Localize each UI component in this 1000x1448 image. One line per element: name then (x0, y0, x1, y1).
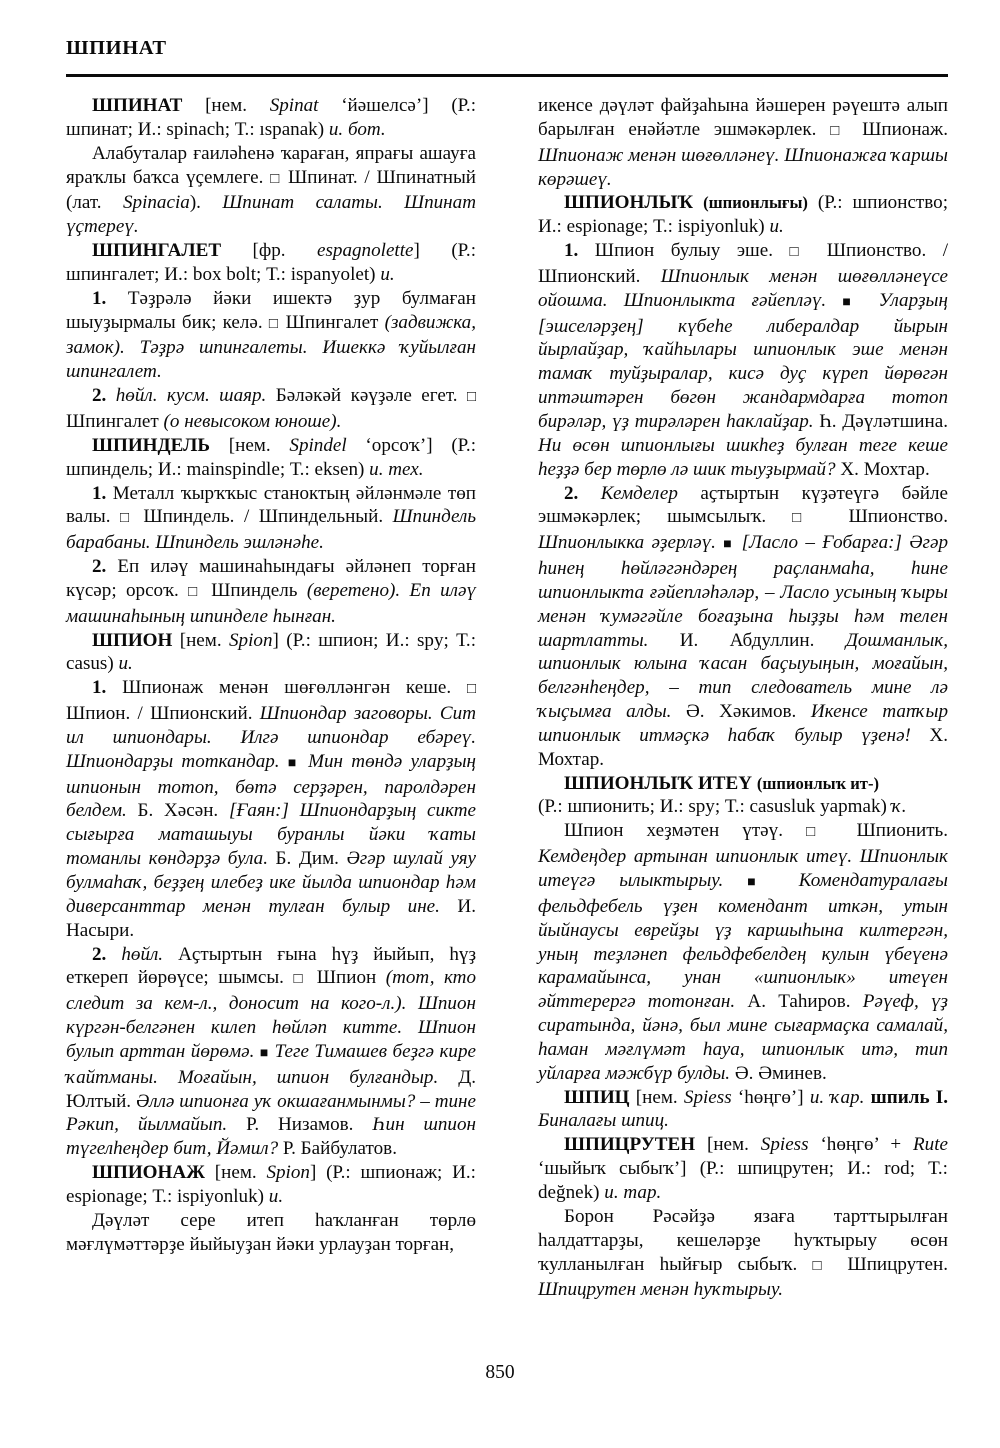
entry-definition: Борон Рәсәйҙә язаға тарттырылған һалдаттарҙы, кешеләрҙе һуҡтырыу өсөн ҡулланылған һыйғыр сыбыҡ. □ Шпицрутен. Шпицрутен менән һуҡтырыу. (538, 1205, 948, 1302)
grammar-label: и. тар. (604, 1181, 662, 1203)
dictionary-entry-shpits (538, 1086, 948, 1134)
filled-square-icon (842, 290, 862, 311)
etymology: [нем. Spion] (179, 629, 279, 651)
translations: (Р.: шпионаж; И.: espionage; Т.: ispiyonluk) (66, 1162, 476, 1207)
entry-head-line (538, 1086, 948, 1134)
sense-2: 2. һөйл. кусм. шаяр. Бәләкәй кәүҙәле егет. □ Шпингалет (о невысоком юноше). (66, 384, 476, 434)
headword: ШПИОНЛЫҠ ИТЕҮ (564, 772, 753, 794)
open-square-icon (806, 820, 833, 841)
dictionary-entry-shpionlyk-iteu (538, 772, 948, 1086)
translations: (Р.: шпиндель; И.: mainspindle; Т.: eksen) (66, 434, 476, 480)
headword-inflected-form: (шпионлыҡ ит-) (756, 773, 879, 793)
open-square-icon (270, 167, 281, 188)
etymology: [нем. Spindel ‘орсоҡ’] (228, 434, 433, 456)
sense-1: 1. Шпионаж менән шөғөлләнгән кеше. □ Шпион. / Шпионский. Шпиондар заговоры. Сит ил шпиондары. Илгә шпиондар ебәреү. Шпиондарҙы тоткандар. ■ Мин төндә уларҙың шпионын тотоп, бөтә серҙәрен, паролдәрен белдем. Б. Хәсән. [Ғаян:] Шпиондарҙың сикте сығырға маташыуы буранлы йәки ҡаты томанлы көндәрҙә була. Б. Дим. Әгәр шулай уяу булмаһаҡ, беҙҙең илебеҙ ике йылда шпиондар һәм диверсанттар менән тулған булыр ине. И. Насыри. (66, 676, 476, 942)
entry-head-line (66, 239, 476, 287)
headword-inflected-form: (шпионлығы) (703, 193, 808, 213)
cross-reference-roman: I. (935, 1086, 948, 1108)
headword: ШПИНДЕЛЬ (92, 434, 210, 456)
left-column (66, 94, 476, 1257)
sense-1: 1. Металл ҡырҡҡыс станоктың әйләнмәле төп валы. □ Шпиндель. / Шпиндельный. Шпиндель барабаны. Шпиндель эшләнәһе. (66, 482, 476, 556)
open-square-icon (467, 677, 476, 698)
headword: ШПИОНЛЫҠ (564, 192, 694, 214)
dictionary-entry-shpingalet (66, 239, 476, 434)
open-square-icon (269, 312, 280, 333)
grammar-label: и. бот. (328, 118, 386, 140)
entry-head-line (66, 94, 476, 142)
entry-head-line (538, 191, 948, 239)
open-square-icon (789, 240, 810, 261)
grammar-label: и. (769, 216, 784, 238)
etymology: [нем. Spinat ‘йәшелсә’] (205, 95, 429, 116)
open-square-icon (293, 967, 307, 988)
sense-number: 1. (92, 287, 107, 309)
open-square-icon (188, 580, 202, 601)
grammar-label: и. (118, 653, 133, 675)
entry-definition-part1: Дәүләт сере итеп һаҡланған төрлө мәғлүмәттәрҙе йыйыуҙан йәки урлауҙан торған, (66, 1209, 476, 1255)
etymology: [нем. Spion] (214, 1162, 317, 1184)
entry-head-line (538, 772, 948, 796)
sense-number: 2. (92, 385, 107, 407)
example: Биналағы шпиц. (538, 1110, 669, 1132)
page-number: 850 (485, 1362, 515, 1383)
running-head: ШПИНАТ (66, 37, 167, 59)
header-divider-rule (66, 74, 948, 77)
grammar-label: и. (268, 1185, 284, 1207)
dictionary-entry-shpionazh-continuation (538, 94, 948, 191)
entry-definition-continuation: икенсе дәүләт файҙаһына йәшерен рәүештә алып барылған енәйәтле эшмәкәрлек. □ Шпионаж. Шпионаж менән шөғөлләнеү. Шпионажға ҡаршы көрәшеү. (538, 94, 948, 191)
grammar-label: ҡ. (891, 796, 907, 818)
etymology: [нем. Spiess ‘һөңгө’] (635, 1086, 804, 1108)
dictionary-entry-shpion (66, 629, 476, 1162)
sense-number: 2. (564, 482, 579, 504)
translations: (Р.: шпинат; И.: spinach; Т.: ıspanak) (66, 95, 476, 140)
filled-square-icon (723, 532, 734, 553)
dictionary-entry-shpinat (66, 94, 476, 239)
translations: (Р.: шпингалет; И.: box bolt; Т.: ispanyolet) (66, 240, 476, 285)
sense-2: 2. һөйл. Аҫтыртын ғына һүҙ йыйып, һүҙ еткереп йөрөүсе; шымсы. □ Шпион (тот, кто следит за кем-л., доносит на кого-л.). Шпион күргән-белгәнен килеп һөйләп китте. Шпион булып арттан йөрөмә. ■ Теге Тимашев беҙгә кире ҡайтманы. Моғайын, шпион булғандыр. Д. Юлтый. Әллә шпионға уҡ окшағанмынмы? – тине Рәкип, йылмайып. Р. Низамов. Һин шпион түгелһеңдер бит, Йәмил? Р. Байбулатов. (66, 943, 476, 1162)
entry-head-line (66, 629, 476, 677)
entry-head-line (66, 434, 476, 482)
dictionary-entry-shpindel (66, 434, 476, 629)
headword: ШПИЦ (564, 1086, 630, 1108)
filled-square-icon (260, 1041, 269, 1062)
grammar-label: и. (380, 263, 395, 285)
translations: (Р.: шпионить; И.: spy; Т.: casusluk yapmak) (538, 796, 887, 818)
entry-definition: Шпион хеҙмәтен үтәү. □ Шпионить. Кемдеңдер артынан шпионлык итеү. Шпионлык итеүгә ылыктырыу. ■ Комендатуралағы фельдфебель үҙен комендант иткән, утын йыйнаусы еврейҙы үҙ каршыһына килтергән, уның теҙләнеп фельдфебелдең кулын үбеүенә карамайынса, унан «шпионлык» итеүен әйттерергә тотонған. А. Таһиров. Рәүеф, үҙ сиратында, йәнә, был мине сығармаҫка самалай, һаман мәғлүмәт һауа, шпионлык итә, тип уйларға мәжбүр булды. Ә. Әминев. (538, 819, 948, 1085)
cross-reference: шпиль (870, 1086, 930, 1108)
sense-2: 2. Еп иләү машинаһындағы әйләнеп торған күсәр; орсоҡ. □ Шпиндель (веретено). Еп иләү машинаһының шпинделе һынған. (66, 555, 476, 629)
dictionary-entry-shpionlyk (538, 191, 948, 771)
sense-number: 2. (92, 556, 107, 578)
translations: (Р.: шпицрутен; И.: rod; Т.: değnek) (538, 1158, 948, 1203)
right-column (538, 94, 948, 1302)
open-square-icon (467, 385, 476, 406)
open-square-icon (792, 506, 822, 527)
headword: ШПИНАТ (92, 95, 183, 116)
filled-square-icon (747, 870, 775, 891)
sense-2: 2. Кемделер аҫтыртын күҙәтеүгә бәйле эшмәкәрлек; шымсылыҡ. □ Шпионство. Шпионлыкка әҙерләү. ■ [Ласло – Ғобарға:] Әгәр һинең һөйләгәндәрең раҫланмаһа, һине шпионлыкта ғәйепләһәләр, – Ласло усының ҡыры менән ҡумәгәйле боғаҙына һыҙҙы һәм телен шартлатты. И. Абдуллин. Дошманлык, шпионлык юлына ҡасан баҫыуыңын, моғайын, белгәнһеңдер, – тип следователь мине лә ҡыҫымға алды. Ә. Хәкимов. Икенсе тапҡыр шпионлык итмәҫкә һабаҡ булыр үҙенә! Х. Мохтар. (538, 482, 948, 772)
translations: (Р.: шпион; И.: spy; Т.: casus) (66, 629, 477, 675)
sense-lead-italic: Кемделер (600, 482, 678, 504)
filled-square-icon (288, 751, 300, 772)
sense-number: 1. (92, 482, 107, 504)
headword: ШПИНГАЛЕТ (92, 240, 222, 262)
grammar-label: и. тех. (369, 458, 424, 480)
sense-number: 1. (564, 240, 579, 262)
entry-translations-line (538, 795, 948, 819)
open-square-icon (120, 506, 134, 527)
sense-number: 2. (92, 943, 107, 965)
entry-head-line (66, 1161, 476, 1209)
dictionary-entry-shpitsruten (538, 1133, 948, 1302)
sense-number: 1. (92, 677, 107, 699)
etymology: [фр. espagnolette] (252, 240, 420, 262)
sense-1: 1. Шпион булыу эше. □ Шпионство. / Шпионский. Шпионлык менән шөғөлләнеүсе ойошма. Шпионлыкта ғәйепләү. ■ Уларҙың [эшселәрҙең] күбеһе либералдар йырын йырлайҙар, ҡайһылары шпионлык эше менән тамаҡ туйҙыралар, кисә дуҫ күреп йөрөгән иптәштәрен бөгөн жандармдарға тотоп бирәләр, үҙ тирәләрен һаклайҙар. Һ. Дәүләтшина. Ни өсөн шпионлығы шикһеҙ булған теге кеше һеҙҙә бер төрлө лә шик тыуҙырмай? Х. Мохтар. (538, 239, 948, 481)
headword: ШПИОНАЖ (92, 1162, 206, 1184)
usage-labels: һөйл. (121, 943, 164, 965)
etymology: [нем. Spiess ‘һөңгө’ + Rute ‘шыйыҡ сыбыҡ’] (538, 1134, 949, 1180)
usage-labels: һөйл. кусм. шаяр. (115, 385, 267, 407)
entry-definition: Алабуталар ғаиләһенә ҡараған, япрағы ашауға яраҡлы баҡса үҫемлеге. □ Шпинат. / Шпинатный (лат. Spinacia). Шпинат салаты. Шпинат үҫтереү. (66, 142, 476, 239)
translations: (Р.: шпионство; И.: espionage; Т.: ispiyonluk) (538, 192, 948, 238)
headword: ШПИОН (92, 629, 173, 651)
sense-1: 1. Тәҙрәлә йәки ишектә ҙур булмаған шыуҙырмалы бик; келә. □ Шпингалет (задвижка, замок). Тәҙрә шпингалеты. Ишеккә ҡуйылған шпингалет. (66, 287, 476, 384)
open-square-icon (813, 1254, 833, 1275)
dictionary-entry-shpionazh (66, 1161, 476, 1256)
entry-head-line (538, 1133, 948, 1205)
headword: ШПИЦРУТЕН (564, 1134, 696, 1156)
two-column-body (66, 94, 948, 1324)
open-square-icon (830, 119, 848, 140)
grammar-label: и. ҡар. (809, 1086, 865, 1108)
